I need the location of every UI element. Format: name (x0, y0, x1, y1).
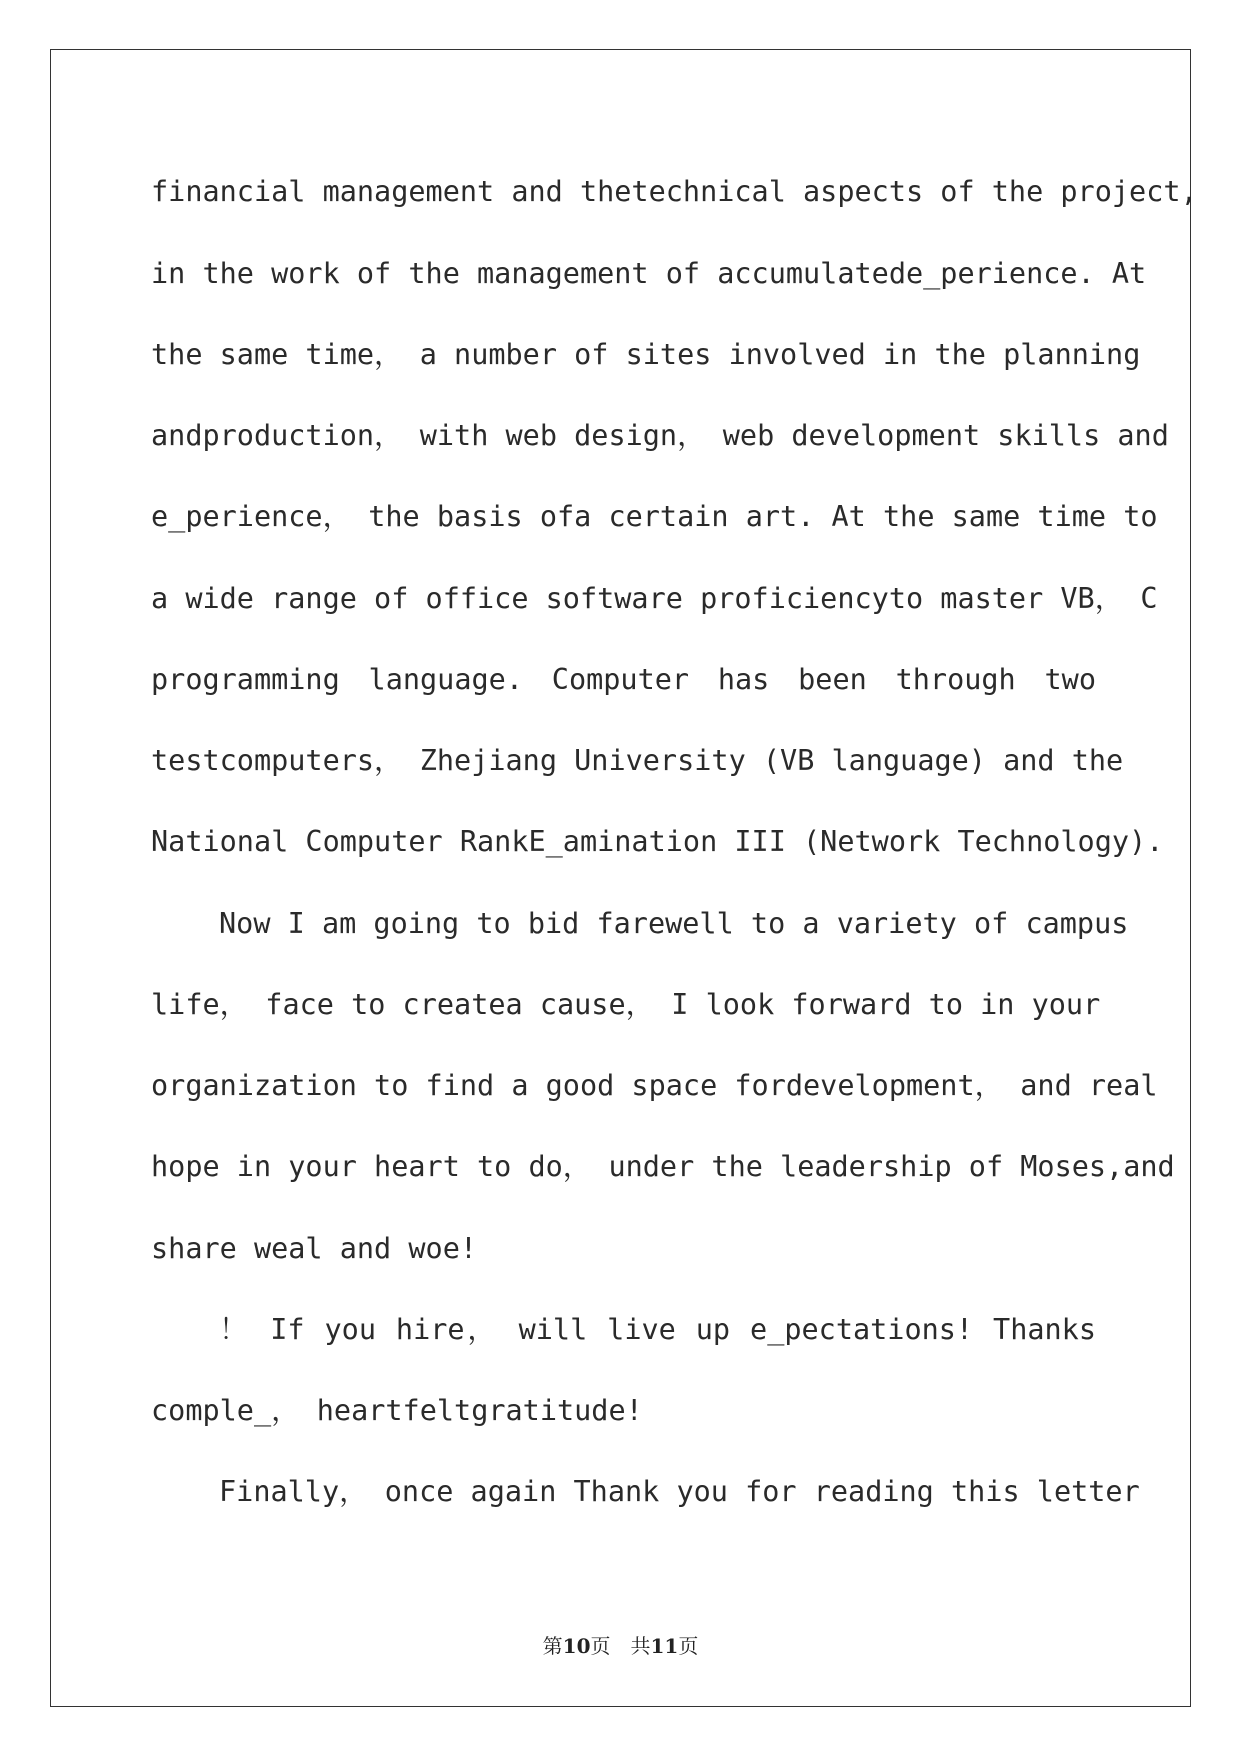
text-line: organization to find a good space fordevelopment， and real (151, 1069, 1158, 1102)
text-line: testcomputers， Zhejiang University (VB language) and the (151, 744, 1124, 777)
footer-prefix: 第 (542, 1634, 563, 1658)
paragraph-first-line: ！ If you hire， will live up e_pectations! Thanks (219, 1313, 1096, 1346)
text-line: programming language. Computer has been through two (151, 663, 1096, 696)
total-page-number: 11 (650, 1634, 679, 1658)
text-line: National Computer RankE_amination III (Network Technology). (151, 825, 1164, 858)
paragraph-first-line: Now I am going to bid farewell to a variety of campus (219, 907, 1129, 940)
text-line: share weal and woe! (151, 1232, 478, 1265)
text-line: a wide range of office software proficiencyto master VB， C (151, 582, 1158, 615)
current-page-number: 10 (562, 1634, 591, 1658)
text-line: the same time， a number of sites involved in the planning (151, 338, 1141, 371)
page-footer (0, 1630, 1241, 1659)
paragraph-first-line: Finally， once again Thank you for reading this letter (219, 1475, 1140, 1508)
footer-suffix: 页 (678, 1634, 699, 1658)
text-line: life， face to createa cause， I look forward to in your (151, 988, 1101, 1021)
footer-middle: 页 共 (590, 1634, 651, 1658)
text-line: hope in your heart to do， under the leadership of Moses,and (151, 1150, 1175, 1183)
page-frame (50, 49, 1198, 1707)
text-line: andproduction， with web design， web development skills and (151, 419, 1169, 452)
text-line: financial management and thetechnical aspects of the project, (151, 175, 1198, 208)
text-line: comple_， heartfeltgratitude! (151, 1394, 643, 1427)
text-line: e_perience， the basis ofa certain art. At the same time to (151, 500, 1158, 533)
text-line: in the work of the management of accumulatede_perience. At (151, 257, 1147, 290)
